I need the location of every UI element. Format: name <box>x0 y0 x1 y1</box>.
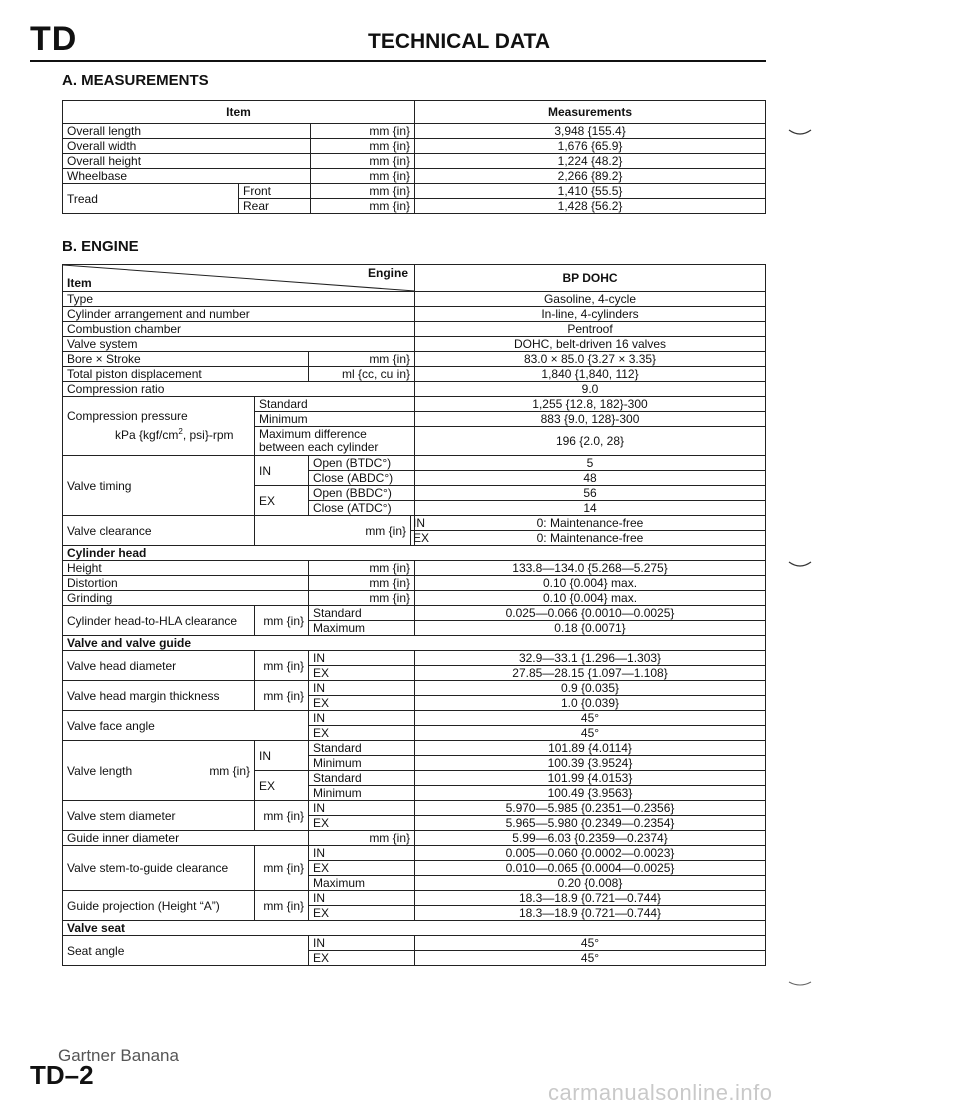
row-value: In-line, 4-cylinders <box>415 307 766 322</box>
row-value: 45° <box>415 711 766 726</box>
row-value: Pentroof <box>415 322 766 337</box>
row-unit: mm {in} <box>311 124 415 139</box>
in-label: IN <box>255 741 309 771</box>
table-row <box>63 741 766 756</box>
in-label: IN <box>309 891 415 906</box>
table-header-row <box>63 265 766 292</box>
table-row <box>63 606 766 621</box>
row-value: 1,840 {1,840, 112} <box>415 367 766 382</box>
row-value: 45° <box>415 951 766 966</box>
in-label: IN <box>309 651 415 666</box>
sub-label: Close (ABDC°) <box>309 471 415 486</box>
row-value: 1,255 {12.8, 182}-300 <box>415 397 766 412</box>
measurements-heading: A. MEASUREMENTS <box>62 72 209 89</box>
row-value: 3,948 {155.4} <box>415 124 766 139</box>
in-label: IN <box>255 456 309 486</box>
table-row <box>63 397 766 412</box>
in-label: IN <box>309 681 415 696</box>
row-label: Total piston displacement <box>63 367 309 382</box>
row-label: Cylinder arrangement and number <box>63 307 415 322</box>
ex-label: EX <box>309 696 415 711</box>
col-engine-header: BP DOHC <box>415 265 766 292</box>
measurements-table <box>62 100 766 214</box>
ex-label: EX <box>255 486 309 516</box>
col-item-header: Item <box>63 101 415 124</box>
sub-label: Open (BBDC°) <box>309 486 415 501</box>
row-value: 18.3—18.9 {0.721—0.744} <box>415 906 766 921</box>
row-label: Valve head diameter <box>63 651 255 681</box>
sub-label: Minimum <box>309 786 415 801</box>
ex-label: EX <box>255 771 309 801</box>
row-value: 0.010—0.065 {0.0004—0.0025} <box>415 861 766 876</box>
site-watermark: carmanualsonline.info <box>548 1080 773 1105</box>
row-label: Valve face angle <box>63 711 309 741</box>
row-label: Distortion <box>63 576 309 591</box>
row-value: 0.20 {0.008} <box>415 876 766 891</box>
tread-front-label: Front <box>239 184 311 199</box>
row-value: 196 {2.0, 28} <box>415 427 766 456</box>
margin-mark <box>788 560 812 570</box>
row-unit: mm {in} <box>311 154 415 169</box>
row-label: Height <box>63 561 309 576</box>
compression-pressure-unit: kPa {$kgf/cm^2$, psi}-rpm <box>115 427 234 442</box>
row-value: 0.9 {0.035} <box>415 681 766 696</box>
row-value: 45° <box>415 936 766 951</box>
row-value: 100.49 {3.9563} <box>415 786 766 801</box>
row-unit: mm {in} <box>311 169 415 184</box>
tread-label: Tread <box>63 184 239 214</box>
table-row <box>63 367 766 382</box>
row-value: 1.0 {0.039} <box>415 696 766 711</box>
row-value: 100.39 {3.9524} <box>415 756 766 771</box>
sub-label: Minimum <box>309 756 415 771</box>
row-label: Guide inner diameter <box>63 831 309 846</box>
in-label: IN <box>309 711 415 726</box>
table-row <box>63 546 766 561</box>
in-label: IN <box>411 516 415 531</box>
group-title: Cylinder head <box>63 546 766 561</box>
row-value: 5.970—5.985 {0.2351—0.2356} <box>415 801 766 816</box>
row-unit: mm {in} <box>311 184 415 199</box>
row-value: 56 <box>415 486 766 501</box>
table-row <box>63 801 766 816</box>
row-unit: mm {in} <box>311 199 415 214</box>
row-value: 0.10 {0.004} max. <box>415 591 766 606</box>
row-label: Type <box>63 292 415 307</box>
page-number: TD–2 <box>30 1060 94 1090</box>
sub-label: Standard <box>309 606 415 621</box>
row-unit: mm {in} <box>309 831 415 846</box>
row-unit: mm {in} <box>309 576 415 591</box>
row-value: 18.3—18.9 {0.721—0.744} <box>415 891 766 906</box>
row-value: 1,410 {55.5} <box>415 184 766 199</box>
row-value: 5.99—6.03 {0.2359—0.2374} <box>415 831 766 846</box>
table-row <box>63 154 766 169</box>
ex-label: EX <box>309 816 415 831</box>
table-row <box>63 831 766 846</box>
compression-pressure-title: Compression pressure <box>67 409 188 423</box>
row-value: 14 <box>415 501 766 516</box>
row-value: 9.0 <box>415 382 766 397</box>
in-label: IN <box>309 801 415 816</box>
row-label: Bore × Stroke <box>63 352 309 367</box>
table-row <box>63 292 766 307</box>
row-label: Wheelbase <box>63 169 311 184</box>
valve-length-label: Valve length mm {in} <box>63 741 255 801</box>
row-label: Guide projection (Height “A”) <box>63 891 255 921</box>
row-label: Overall width <box>63 139 311 154</box>
corner-bottom-label: Item <box>67 276 92 290</box>
row-label: Valve head margin thickness <box>63 681 255 711</box>
in-label: IN <box>309 846 415 861</box>
sub-label: Maximum <box>309 621 415 636</box>
ex-label: EX <box>309 861 415 876</box>
table-row <box>63 456 766 471</box>
ex-label: EX <box>309 666 415 681</box>
diagonal-divider <box>63 265 415 291</box>
group-title: Valve and valve guide <box>63 636 766 651</box>
table-row <box>63 382 766 397</box>
row-unit: mm {in} <box>255 846 309 891</box>
table-row <box>63 307 766 322</box>
row-value: 1,428 {56.2} <box>415 199 766 214</box>
row-label: Valve stem-to-guide clearance <box>63 846 255 891</box>
row-label: Combustion chamber <box>63 322 415 337</box>
table-row <box>63 651 766 666</box>
row-label: Grinding <box>63 591 309 606</box>
row-label: Valve stem diameter <box>63 801 255 831</box>
table-row <box>63 184 766 199</box>
row-label: Overall height <box>63 154 311 169</box>
table-row <box>63 846 766 861</box>
row-value: 1,224 {48.2} <box>415 154 766 169</box>
row-label: Compression ratio <box>63 382 415 397</box>
row-value: 101.99 {4.0153} <box>415 771 766 786</box>
ex-label: EX <box>411 531 415 546</box>
row-unit: mm {in} <box>255 651 309 681</box>
row-value: 133.8—134.0 {5.268—5.275} <box>415 561 766 576</box>
row-value: 0.025—0.066 {0.0010—0.0025} <box>415 606 766 621</box>
row-label: Seat angle <box>63 936 309 966</box>
row-unit: mm {in} <box>255 681 309 711</box>
row-unit: mm {in} <box>255 891 309 921</box>
row-unit: mm {in} <box>311 139 415 154</box>
sub-label: Open (BTDC°) <box>309 456 415 471</box>
row-value: Gasoline, 4-cycle <box>415 292 766 307</box>
compression-pressure-label <box>63 397 255 456</box>
row-label: Overall length <box>63 124 311 139</box>
table-row <box>63 352 766 367</box>
table-row <box>63 516 766 531</box>
sub-label: Maximum <box>309 876 415 891</box>
row-value: 48 <box>415 471 766 486</box>
row-value: DOHC, belt-driven 16 valves <box>415 337 766 352</box>
corner-top-label: Engine <box>367 266 408 280</box>
group-title: Valve seat <box>63 921 766 936</box>
sub-label: Minimum <box>255 412 415 427</box>
table-row <box>63 936 766 951</box>
table-header-row <box>63 101 766 124</box>
row-value: 2,266 {89.2} <box>415 169 766 184</box>
sub-label: Standard <box>309 741 415 756</box>
row-label: Cylinder head-to-HLA clearance <box>63 606 255 636</box>
page-title: TECHNICAL DATA <box>368 30 550 53</box>
row-value: 0.10 {0.004} max. <box>415 576 766 591</box>
row-value: 1,676 {65.9} <box>415 139 766 154</box>
col-measurements-header: Measurements <box>415 101 766 124</box>
row-unit: mm {in} <box>255 516 411 546</box>
row-value: 83.0 × 85.0 {3.27 × 3.35} <box>415 352 766 367</box>
margin-mark <box>788 980 812 990</box>
table-row <box>63 561 766 576</box>
row-label: Valve system <box>63 337 415 352</box>
row-unit: mm {in} <box>309 352 415 367</box>
table-row <box>63 337 766 352</box>
table-row <box>63 681 766 696</box>
row-unit: mm {in} <box>309 561 415 576</box>
table-row <box>63 891 766 906</box>
row-unit: mm {in} <box>255 801 309 831</box>
sub-label: Standard <box>255 397 415 412</box>
sub-label: Close (ATDC°) <box>309 501 415 516</box>
row-value: 27.85—28.15 {1.097—1.108} <box>415 666 766 681</box>
tread-rear-label: Rear <box>239 199 311 214</box>
table-row <box>63 139 766 154</box>
engine-heading: B. ENGINE <box>62 238 139 255</box>
row-value: 45° <box>415 726 766 741</box>
ex-label: EX <box>309 726 415 741</box>
margin-mark <box>788 128 812 138</box>
sub-label: Standard <box>309 771 415 786</box>
row-value: 5 <box>415 456 766 471</box>
row-value: 5.965—5.980 {0.2349—0.2354} <box>415 816 766 831</box>
row-value: 0.18 {0.0071} <box>415 621 766 636</box>
table-row <box>63 591 766 606</box>
section-code: TD <box>30 20 78 58</box>
table-row <box>63 576 766 591</box>
table-row <box>63 711 766 726</box>
row-value: 32.9—33.1 {1.296—1.303} <box>415 651 766 666</box>
row-value: 0.005—0.060 {0.0002—0.0023} <box>415 846 766 861</box>
valve-clearance-label: Valve clearance <box>63 516 255 546</box>
row-unit: mm {in} <box>255 606 309 636</box>
ex-label: EX <box>309 906 415 921</box>
row-value: 0: Maintenance-free <box>415 531 766 546</box>
row-unit: ml {cc, cu in} <box>309 367 415 382</box>
table-row <box>63 169 766 184</box>
table-row <box>63 921 766 936</box>
in-label: IN <box>309 936 415 951</box>
corner-header <box>63 265 415 292</box>
table-row <box>63 124 766 139</box>
row-value: 0: Maintenance-free <box>415 516 766 531</box>
valve-timing-label: Valve timing <box>63 456 255 516</box>
table-row <box>63 636 766 651</box>
table-row <box>63 322 766 337</box>
row-value: 101.89 {4.0114} <box>415 741 766 756</box>
sub-label: Maximum difference between each cylinder <box>255 427 415 456</box>
watermark: Gartner Banana <box>58 1046 179 1065</box>
engine-table <box>62 264 766 966</box>
row-value: 883 {9.0, 128}-300 <box>415 412 766 427</box>
header-rule <box>30 60 766 62</box>
ex-label: EX <box>309 951 415 966</box>
row-unit: mm {in} <box>309 591 415 606</box>
